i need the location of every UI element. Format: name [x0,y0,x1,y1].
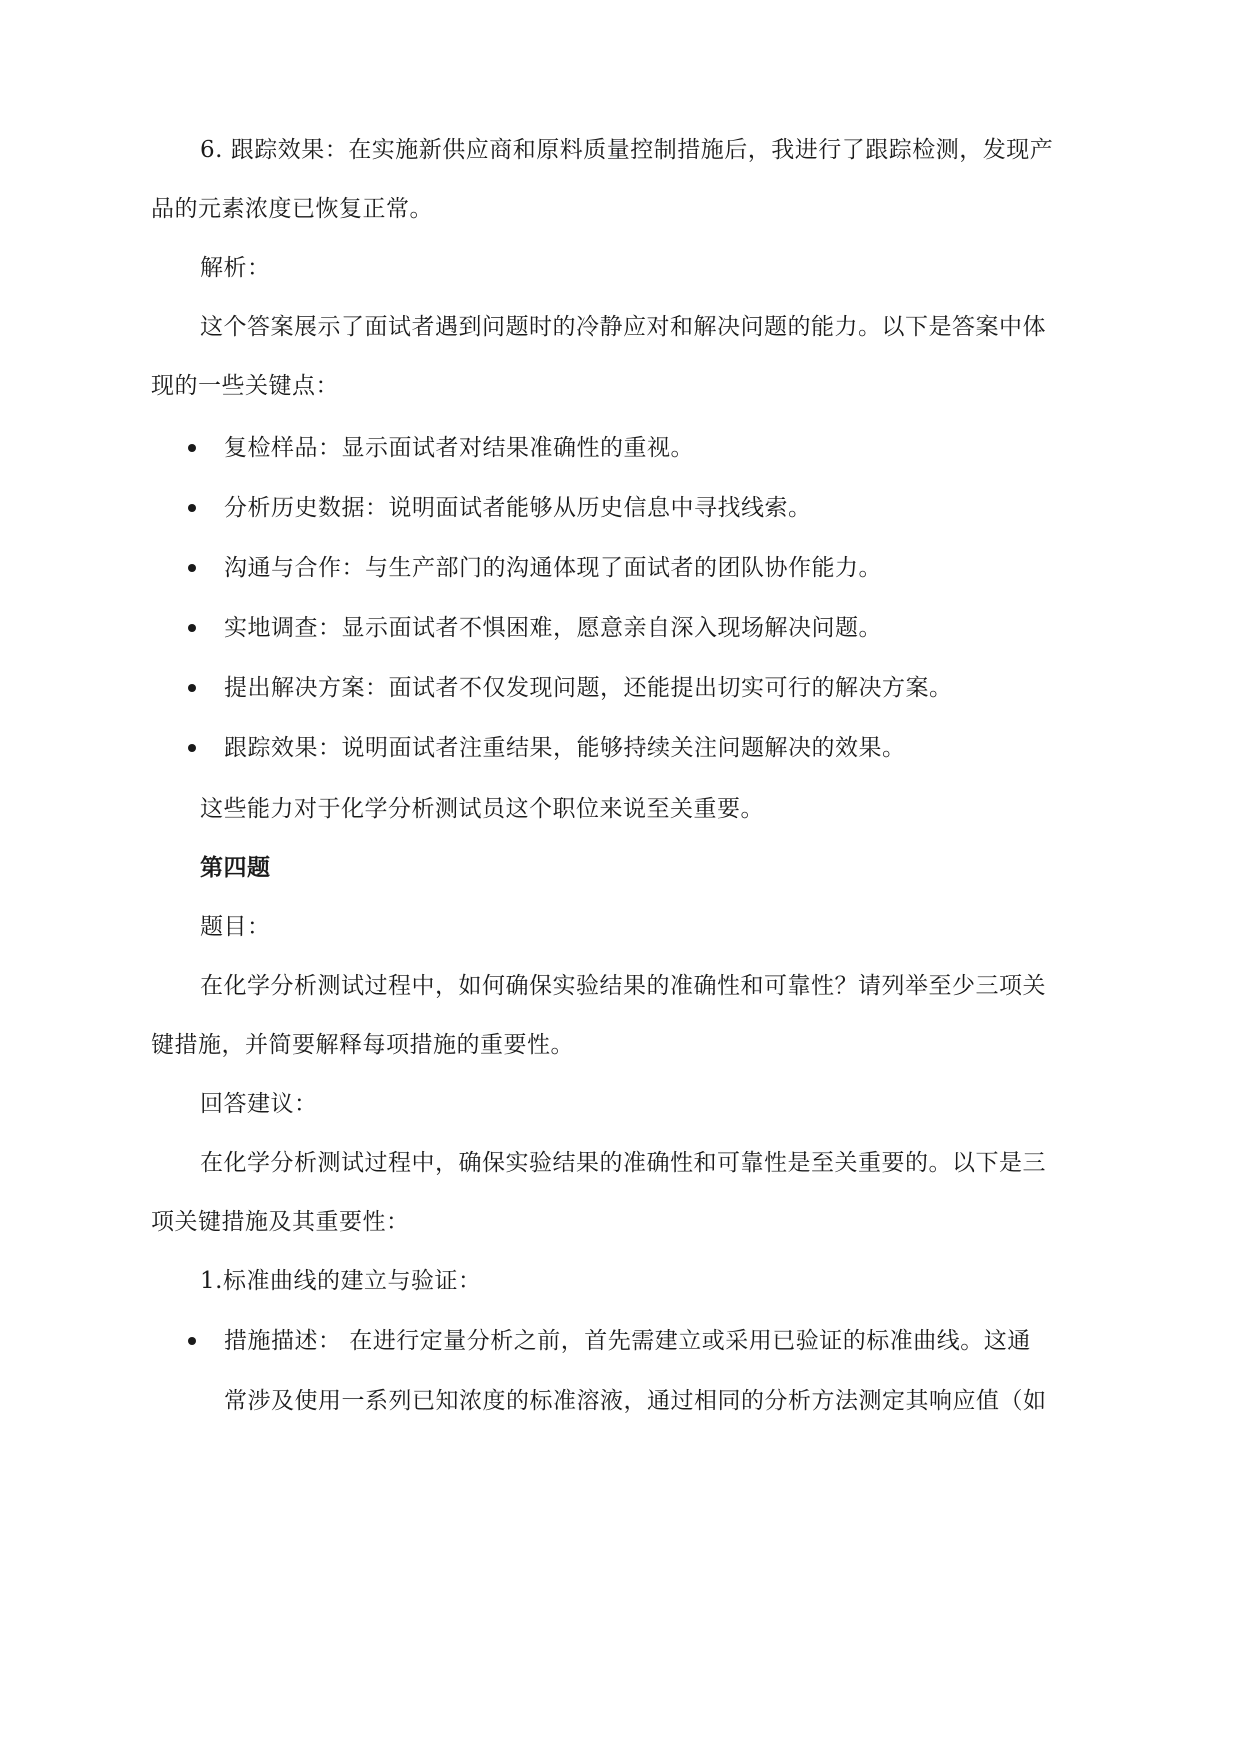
paragraph-line: 项关键措施及其重要性： [151,1209,410,1235]
bullet-icon [188,744,196,752]
list-item: 分析历史数据：说明面试者能够从历史信息中寻找线索。 [224,495,812,521]
list-item: 措施描述： 在进行定量分析之前，首先需建立或采用已验证的标准曲线。这通 [224,1328,1031,1354]
list-item-continuation: 常涉及使用一系列已知浓度的标准溶液，通过相同的分析方法测定其响应值（如 [224,1388,1047,1414]
section-heading: 第四题 [200,854,271,881]
paragraph-line: 键措施，并简要解释每项措施的重要性。 [151,1032,574,1058]
paragraph-line: 现的一些关键点： [151,373,339,399]
bullet-icon [188,624,196,632]
paragraph-line: 在化学分析测试过程中，如何确保实验结果的准确性和可靠性？请列举至少三项关 [200,973,1046,999]
analysis-label: 解析： [200,255,271,281]
answer-label: 回答建议： [200,1091,318,1117]
bullet-icon [188,684,196,692]
paragraph-line: 这个答案展示了面试者遇到问题时的冷静应对和解决问题的能力。以下是答案中体 [200,314,1046,340]
list-item: 实地调查：显示面试者不惧困难，愿意亲自深入现场解决问题。 [224,615,882,641]
paragraph-line: 在化学分析测试过程中，确保实验结果的准确性和可靠性是至关重要的。以下是三 [200,1150,1046,1176]
list-item: 跟踪效果：说明面试者注重结果，能够持续关注问题解决的效果。 [224,735,906,761]
list-item: 复检样品：显示面试者对结果准确性的重视。 [224,435,694,461]
bullet-icon [188,444,196,452]
bullet-icon [188,1337,196,1345]
bullet-icon [188,564,196,572]
bullet-icon [188,504,196,512]
question-label: 题目： [200,914,271,940]
list-item: 沟通与合作：与生产部门的沟通体现了面试者的团队协作能力。 [224,555,882,581]
paragraph-line: 这些能力对于化学分析测试员这个职位来说至关重要。 [200,796,764,822]
paragraph-line: 6. 跟踪效果：在实施新供应商和原料质量控制措施后，我进行了跟踪检测，发现产 [200,137,1054,163]
measure-title: 1.标准曲线的建立与验证： [200,1268,482,1294]
list-item: 提出解决方案：面试者不仅发现问题，还能提出切实可行的解决方案。 [224,675,953,701]
paragraph-line: 品的元素浓度已恢复正常。 [151,196,433,222]
